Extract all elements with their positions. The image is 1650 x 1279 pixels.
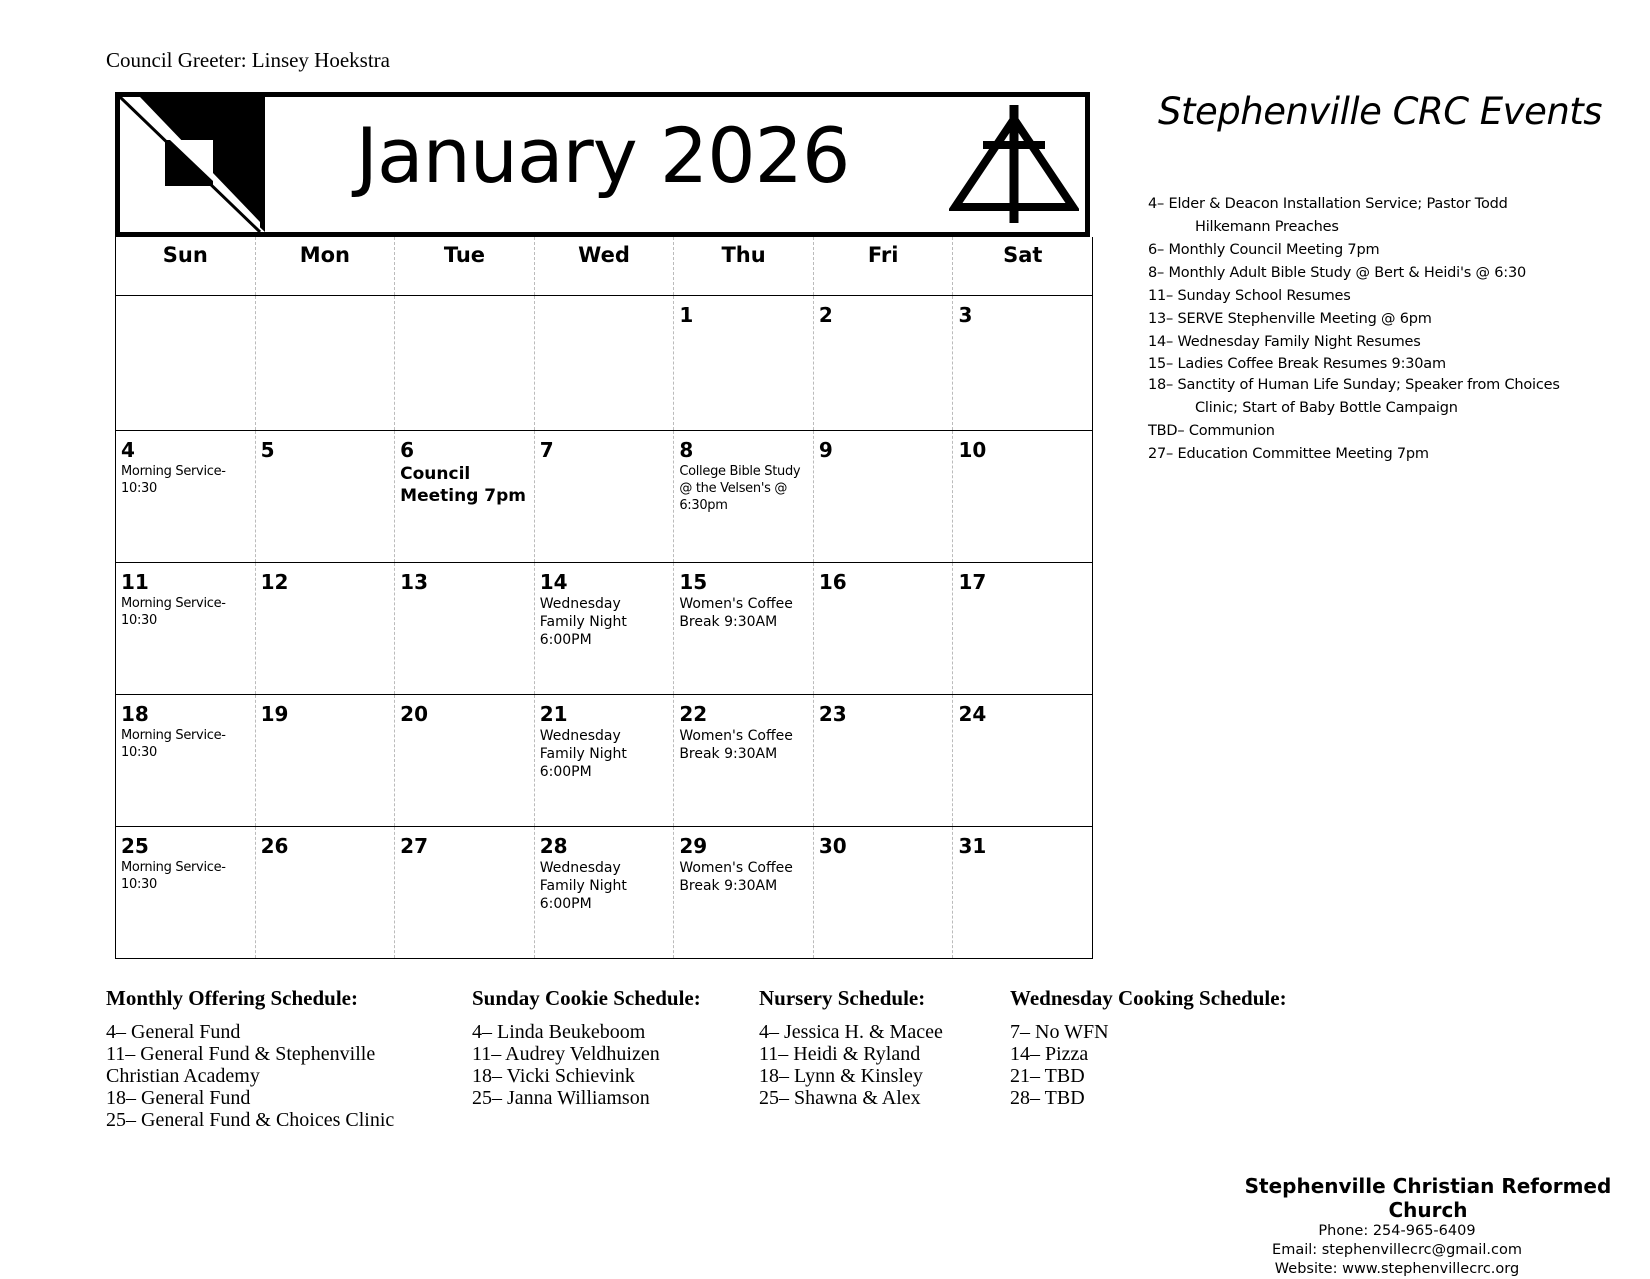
schedule-line: 11– Audrey Veldhuizen — [472, 1043, 660, 1065]
day-number: 21 — [539, 702, 568, 726]
calendar-day-cell — [953, 827, 1092, 958]
day-number: 23 — [818, 702, 847, 726]
day-event: Women's Coffee Break 9:30AM — [679, 596, 793, 630]
event-item: 14– Wednesday Family Night Resumes — [1148, 334, 1421, 350]
calendar-day-cell — [535, 563, 675, 694]
day-number: 27 — [400, 834, 428, 858]
calendar-day-cell — [674, 431, 814, 562]
day-number: 22 — [679, 702, 708, 726]
calendar-week-row — [116, 827, 1092, 958]
calendar-day-cell — [814, 563, 954, 694]
cooking-schedule-title: Wednesday Cooking Schedule: — [1010, 986, 1287, 1010]
calendar-weeks — [116, 296, 1092, 958]
events-list — [1148, 193, 1568, 466]
calendar-week-row — [116, 296, 1092, 431]
dow-sat: Sat — [1003, 243, 1043, 267]
day-number: 6 — [400, 438, 415, 462]
day-event: Wednesday Family Night 6:00PM — [539, 728, 627, 780]
day-number: 5 — [260, 438, 275, 462]
calendar-day-cell — [395, 695, 535, 826]
day-number: 18 — [121, 702, 149, 726]
event-item: TBD– Communion — [1148, 423, 1275, 439]
schedule-line: Christian Academy — [106, 1065, 260, 1087]
calendar-day-cell — [395, 827, 535, 958]
calendar-day-cell — [953, 563, 1092, 694]
day-number: 11 — [121, 570, 149, 594]
schedule-line: 18– Vicki Schievink — [472, 1065, 635, 1087]
calendar-day-cell — [116, 563, 256, 694]
calendar-day-cell — [674, 563, 814, 694]
day-number: 31 — [958, 834, 987, 858]
day-number: 4 — [121, 438, 135, 462]
calendar-day-cell — [953, 431, 1092, 562]
schedule-line: 4– General Fund — [106, 1021, 241, 1043]
day-number: 30 — [818, 834, 847, 858]
cookie-schedule-title: Sunday Cookie Schedule: — [472, 986, 701, 1010]
calendar-day-cell — [535, 431, 675, 562]
event-item: 18– Sanctity of Human Life Sunday; Speaker from Choices Clinic; Start of Baby Bottle Campaign — [1148, 377, 1560, 416]
schedule-line: 4– Jessica H. & Macee — [759, 1021, 943, 1043]
calendar-day-cell — [256, 695, 396, 826]
day-event: College Bible Study @ the Velsen's @ 6:30pm — [679, 464, 801, 513]
schedule-line: 11– General Fund & Stephenville — [106, 1043, 376, 1065]
schedule-line: 18– General Fund — [106, 1087, 251, 1109]
day-event: Wednesday Family Night 6:00PM — [539, 860, 627, 912]
calendar-day-cell — [116, 695, 256, 826]
event-item: 4– Elder & Deacon Installation Service; Pastor Todd Hilkemann Preaches — [1148, 196, 1508, 235]
day-event: Morning Service- 10:30 — [121, 860, 226, 892]
schedule-line: 18– Lynn & Kinsley — [759, 1065, 923, 1087]
day-number: 3 — [958, 303, 973, 327]
event-item: 13– SERVE Stephenville Meeting @ 6pm — [1148, 311, 1432, 327]
schedule-line: 21– TBD — [1010, 1065, 1085, 1087]
church-website[interactable]: Website: www.stephenvillecrc.org — [1274, 1261, 1520, 1277]
schedule-line: 25– General Fund & Choices Clinic — [106, 1109, 395, 1131]
calendar-day-cell — [256, 563, 396, 694]
calendar-header — [115, 92, 1090, 237]
day-number: 17 — [958, 570, 987, 594]
day-event: Council Meeting 7pm — [400, 464, 526, 506]
calendar-day-cell — [116, 827, 256, 958]
calendar-day-cell — [814, 827, 954, 958]
offering-schedule — [106, 986, 394, 1131]
calendar-grid — [115, 237, 1093, 959]
church-email[interactable]: Email: stephenvillecrc@gmail.com — [1272, 1242, 1522, 1258]
calendar-day-cell — [395, 296, 535, 430]
calendar-day-cell — [674, 695, 814, 826]
calendar-day-cell — [535, 827, 675, 958]
cooking-schedule — [1010, 986, 1287, 1109]
calendar-day-cell — [674, 296, 814, 430]
day-event: Wednesday Family Night 6:00PM — [539, 596, 627, 648]
church-contact-footer — [1206, 1174, 1626, 1279]
calendar-day-cell — [535, 695, 675, 826]
day-event: Women's Coffee Break 9:30AM — [679, 860, 793, 894]
schedule-line: 11– Heidi & Ryland — [759, 1043, 921, 1065]
day-number: 15 — [679, 570, 708, 594]
calendar-day-cell — [256, 431, 396, 562]
dow-wed: Wed — [535, 237, 675, 295]
day-number: 16 — [818, 570, 847, 594]
day-number: 29 — [679, 834, 708, 858]
events-panel-title: Stephenville CRC Events — [1158, 90, 1603, 133]
church-phone: Phone: 254-965-6409 — [1318, 1223, 1476, 1239]
day-event: Morning Service- 10:30 — [121, 464, 226, 496]
day-number: 25 — [121, 834, 149, 858]
month-title: January 2026 — [355, 111, 850, 200]
day-number: 26 — [260, 834, 289, 858]
schedule-line: 25– Janna Williamson — [472, 1087, 650, 1109]
day-number: 2 — [818, 303, 833, 327]
event-item: 11– Sunday School Resumes — [1148, 288, 1351, 304]
event-item: 27– Education Committee Meeting 7pm — [1148, 446, 1429, 462]
dow-tue: Tue — [395, 237, 535, 295]
day-number: 24 — [958, 702, 987, 726]
nursery-schedule-title: Nursery Schedule: — [759, 986, 926, 1010]
calendar-week-row — [116, 695, 1092, 827]
schedule-line: 7– No WFN — [1010, 1021, 1109, 1043]
dow-mon: Mon — [256, 237, 396, 295]
day-number: 7 — [539, 438, 554, 462]
day-number: 20 — [400, 702, 428, 726]
nursery-schedule — [759, 986, 943, 1109]
dow-sun: Sun — [116, 237, 256, 295]
calendar-day-cell — [814, 695, 954, 826]
schedule-line: 28– TBD — [1010, 1087, 1085, 1109]
day-number: 19 — [260, 702, 289, 726]
day-number: 8 — [679, 438, 694, 462]
day-number: 10 — [958, 438, 987, 462]
calendar-day-cell — [395, 431, 535, 562]
dow-fri: Fri — [814, 237, 954, 295]
day-event: Morning Service- 10:30 — [121, 728, 226, 760]
day-number: 9 — [818, 438, 833, 462]
calendar-day-cell — [256, 296, 396, 430]
calendar-day-cell — [814, 431, 954, 562]
day-number: 14 — [539, 570, 568, 594]
calendar-day-cell — [953, 296, 1092, 430]
calendar-day-cell — [116, 296, 256, 430]
schedule-line: 4– Linda Beukeboom — [472, 1021, 646, 1043]
day-event: Women's Coffee Break 9:30AM — [679, 728, 793, 762]
calendar-day-cell — [256, 827, 396, 958]
church-name: Stephenville Christian Reformed Church — [1244, 1174, 1612, 1222]
calendar-week-row — [116, 431, 1092, 563]
day-number: 13 — [400, 570, 428, 594]
quilt-block-logo-icon — [120, 97, 265, 232]
offering-schedule-title: Monthly Offering Schedule: — [106, 986, 358, 1010]
calendar-day-cell — [674, 827, 814, 958]
dow-thu: Thu — [674, 237, 814, 295]
day-number: 1 — [679, 303, 694, 327]
event-item: 15– Ladies Coffee Break Resumes 9:30am — [1148, 356, 1446, 372]
calendar-day-cell — [953, 695, 1092, 826]
council-greeter: Council Greeter: Linsey Hoekstra — [106, 48, 390, 72]
day-number: 28 — [539, 834, 568, 858]
event-item: 6– Monthly Council Meeting 7pm — [1148, 242, 1380, 258]
calendar-day-cell — [535, 296, 675, 430]
calendar-week-row — [116, 563, 1092, 695]
day-event: Morning Service- 10:30 — [121, 596, 226, 628]
schedule-line: 25– Shawna & Alex — [759, 1087, 921, 1109]
crc-cross-logo-icon — [949, 101, 1079, 227]
schedule-line: 14– Pizza — [1010, 1043, 1089, 1065]
calendar-day-cell — [116, 431, 256, 562]
calendar-day-cell — [395, 563, 535, 694]
calendar-day-cell — [814, 296, 954, 430]
day-number: 12 — [260, 570, 289, 594]
event-item: 8– Monthly Adult Bible Study @ Bert & Heidi's @ 6:30 — [1148, 265, 1526, 281]
day-of-week-header — [116, 237, 1092, 296]
cookie-schedule — [472, 986, 701, 1109]
